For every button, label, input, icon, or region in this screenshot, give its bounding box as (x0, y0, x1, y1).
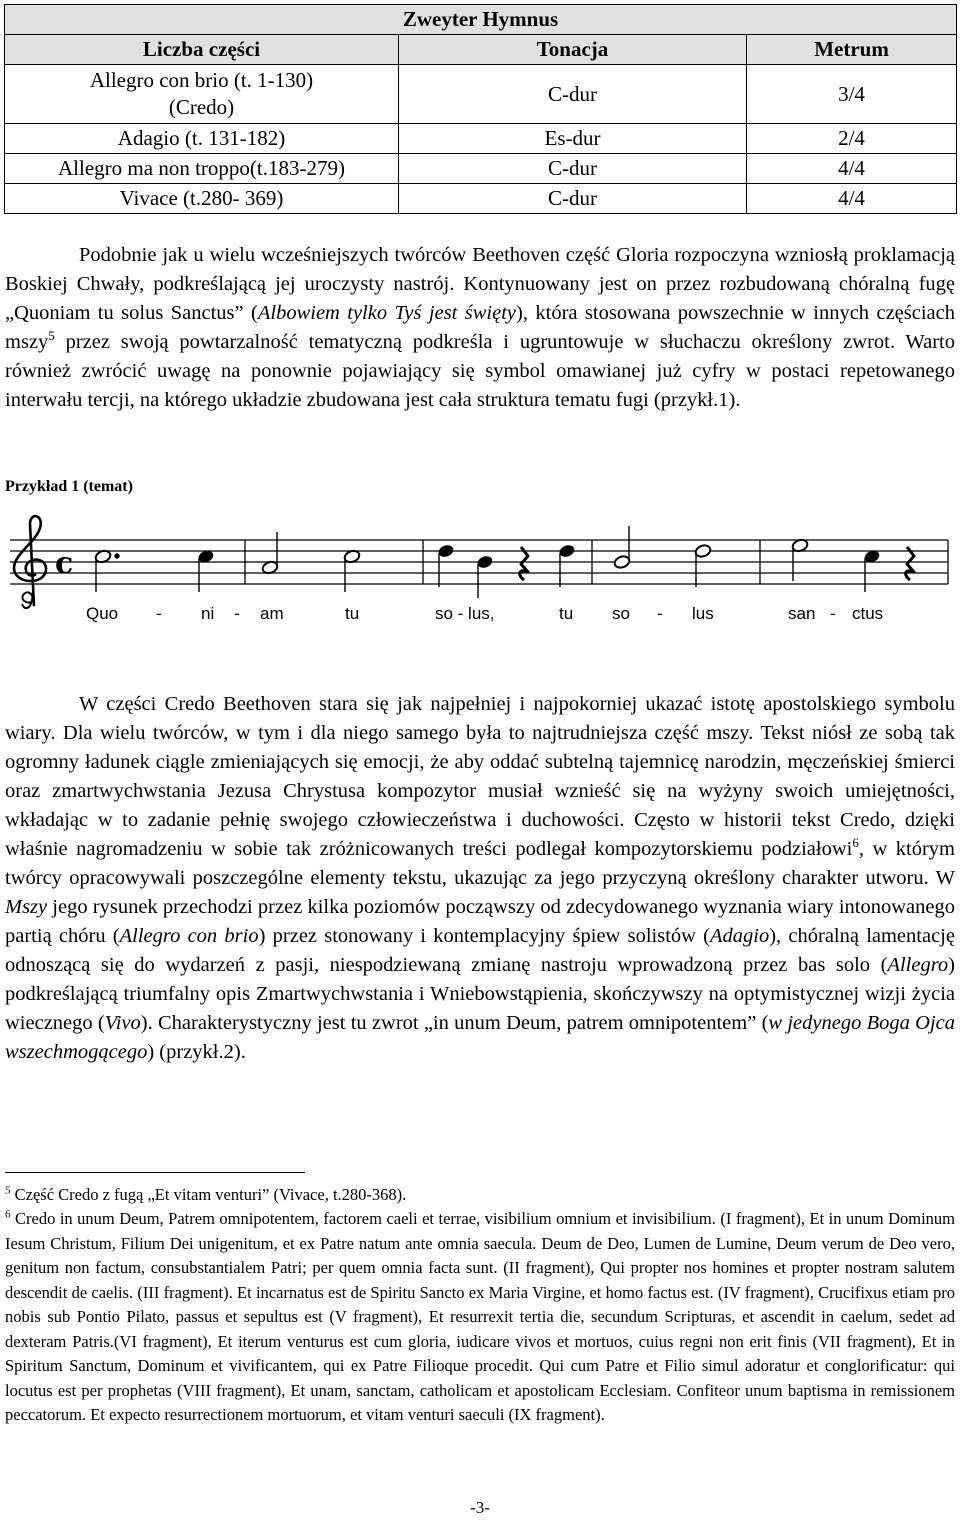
italic-term: Mszy (5, 896, 48, 918)
key-cell: C-dur (399, 65, 747, 124)
footnote-ref: 5 (48, 328, 55, 344)
italic-term: Adagio (710, 925, 770, 947)
music-example (0, 506, 960, 656)
table-row (5, 124, 957, 154)
italic-term: Vivo (104, 1012, 141, 1034)
common-time-icon: c (55, 546, 74, 581)
lyric-syllable: tu (345, 604, 360, 623)
lyric-syllable: so (612, 604, 630, 623)
lyric-syllable: Quo (86, 604, 119, 623)
text-run: ) (przykł.2). (147, 1041, 246, 1063)
italic-term: Allegro (887, 954, 949, 976)
text-run: ) przez stonowany i kontemplacyjny śpiew solistów ( (258, 925, 710, 947)
key-cell: Es-dur (399, 124, 747, 154)
lyric-syllable: lus (692, 604, 714, 623)
table-row (5, 154, 957, 184)
lyric-syllable: ni (201, 604, 215, 623)
footnote-divider (5, 1172, 305, 1173)
footnote-ref: 6 (852, 835, 859, 851)
quarter-rest-icon (520, 547, 914, 580)
lyric-syllable: ctus (852, 604, 884, 623)
hymn-structure-table (4, 4, 957, 214)
footnote-number: 6 (5, 1208, 11, 1221)
text-run: , w którym twórcy opracowywali poszczególne elementy tekstu, ukazując za jego przyczyną określony charakter utworu. W (5, 838, 955, 889)
lyric-syllable: san (788, 604, 816, 623)
text-run: przez swoją powtarzalność tematyczną podkreśla i ugruntowuje w słuchaczu określony zwrot. Warto również zwrócić uwagę na ponownie pojawiający się symbol omawianej już cyfry w postaci repetowanego interwału tercji, na którego układzie zbudowana jest cała struktura tematu fugi (przykł.1). (5, 331, 955, 411)
lyric-hyphen: - (156, 604, 162, 623)
part-cell: Allegro ma non troppo(t.183-279) (5, 154, 399, 184)
lyric-syllable: so - lus, (435, 604, 495, 623)
body-paragraph-1 (5, 241, 955, 415)
text-run: ), chóralną lamentację odnoszącą się do wydarzeń z pasji, niespodziewaną zmianę nastroju wprowadzoną przez bas solo ( (5, 925, 955, 976)
key-cell: C-dur (399, 154, 747, 184)
text-run: W części Credo Beethoven stara się jak najpełniej i najpokorniej ukazać istotę apostolskiego symbolu wiary. Dla wielu twórców, w tym i dla niego samego była to najtrudniejsza część mszy. Tekst niósł ze sobą tak ogromny ładunek ciągle zmieniających się emocji, że aby oddać subtelną tajemnicę narodzin, męczeńskiej śmierci oraz zmartwychwstania Jezusa Chrystusa kompozytor musiał wznieść się na wyżyny swoich umiejętności, wkładając w to zadanie pełnię swojego człowieczeństwa i duchowości. Często w historii tekst Credo, dzięki właśnie nagromadzeniu w sobie tak zróżnicowanych treści podlegał kompozytorskiemu podziałowi (5, 693, 955, 860)
meter-cell: 4/4 (747, 184, 957, 214)
footnote-text: Credo in unum Deum, Patrem omnipotentem, factorem caeli et terrae, visibilium omnium et invisibilium. (I fragment), Et in unum Dominum Iesum Christum, Filium Dei unigenitum, et ex Patre natum ante omnia saecula. Deum de Deo, Lumen de Lumine, Deum verum de Deo vero, genitum non factum, consubstantialem Patri; per quem omnia facta sunt. (II fragment), Qui propter nos homines et propter nostram salutem descendit de caelis. (III fragment). Et incarnatus est de Spiritu Sancto ex Maria Virgine, et homo factus est. (IV fragment), Crucifixus etiam pro nobis sub Pontio Pilato, passus et sepultus est (V fragment), Et resurrexit tertia die, secundum Scripturas, et ascendit in caelum, sedet ad dexteram Patris.(VI fragment), Et iterum venturus est cum gloria, iudicare vivos et mortuos, cuius regni non erit finis (VII fragment), Et in Spiritum Sanctum, Dominum et vivificantem, qui ex Patre Filioque procedit. Qui cum Patre et Filio simul adoratur et conglorificatur: qui locutus est per prophetas (VIII fragment), Et unam, sanctam, catholicam et apostolicam Ecclesiam. Confiteor unum baptisma in remissionem peccatorum. Et expecto resurrectionem mortuorum, et vitam venturi saeculi (IX fragment). (5, 1209, 955, 1424)
table-row (5, 65, 957, 124)
footnote-text: Część Credo z fugą „Et vitam venturi” (Vivace, t.280-368). (10, 1185, 407, 1204)
table-row (5, 184, 957, 214)
italic-translation: Albowiem tylko Tyś jest święty (257, 302, 517, 324)
table-title: Zweyter Hymnus (5, 5, 957, 35)
footnote-5 (5, 1183, 955, 1208)
part-cell: Vivace (t.280- 369) (5, 184, 399, 214)
text-run: Podobnie jak u wielu wcześniejszych twórców Beethoven część Gloria rozpoczyna wzniosłą proklamacją Boskiej Chwały, podkreślającą jej uroczysty nastrój. Kontynuowany jest on przez rozbudowaną chóralną fugę „Quoniam tu solus Sanctus” ( (5, 244, 955, 324)
italic-translation: w jedynego Boga Ojca wszechmogącego (5, 1012, 955, 1063)
lyric-hyphen: - (657, 604, 663, 623)
lyric-hyphen: - (830, 604, 836, 623)
text-run: ), która stosowana powszechnie w innych częściach mszy (5, 302, 955, 353)
footnote-number: 5 (5, 1184, 11, 1197)
part-cell: Adagio (t. 131-182) (5, 124, 399, 154)
header-parts: Liczba części (5, 35, 399, 65)
page-number: -3- (470, 1498, 490, 1517)
text-run: ) podkreślającą triumfalny opis Zmartwychwstania i Wniebowstąpienia, skończywszy na optymistycznej wizji życia wiecznego ( (5, 954, 955, 1034)
part-name: Allegro con brio (t. 1-130) (89, 68, 314, 92)
header-meter: Metrum (747, 35, 957, 65)
italic-term: Allegro con brio (119, 925, 259, 947)
lyric-syllable: am (260, 604, 284, 623)
part-cell (5, 65, 399, 124)
meter-cell: 4/4 (747, 154, 957, 184)
meter-cell: 3/4 (747, 65, 957, 124)
text-run: jego rysunek przechodzi przez kilka poziomów począwszy od zdecydowanego wyznania wiary intonowanego partią chóru ( (5, 896, 955, 947)
part-subtitle: (Credo) (168, 95, 235, 119)
footnote-6 (5, 1207, 955, 1428)
header-key: Tonacja (399, 35, 747, 65)
text-run: ). Charakterystyczny jest tu zwrot „in unum Deum, patrem omnipotentem” ( (140, 1012, 769, 1034)
key-cell: C-dur (399, 184, 747, 214)
lyric-hyphen: - (234, 604, 240, 623)
lyric-syllable: tu (559, 604, 574, 623)
lyrics (86, 604, 883, 623)
example-label: Przykład 1 (temat) (5, 478, 133, 495)
meter-cell: 2/4 (747, 124, 957, 154)
body-paragraph-2 (5, 690, 955, 1067)
